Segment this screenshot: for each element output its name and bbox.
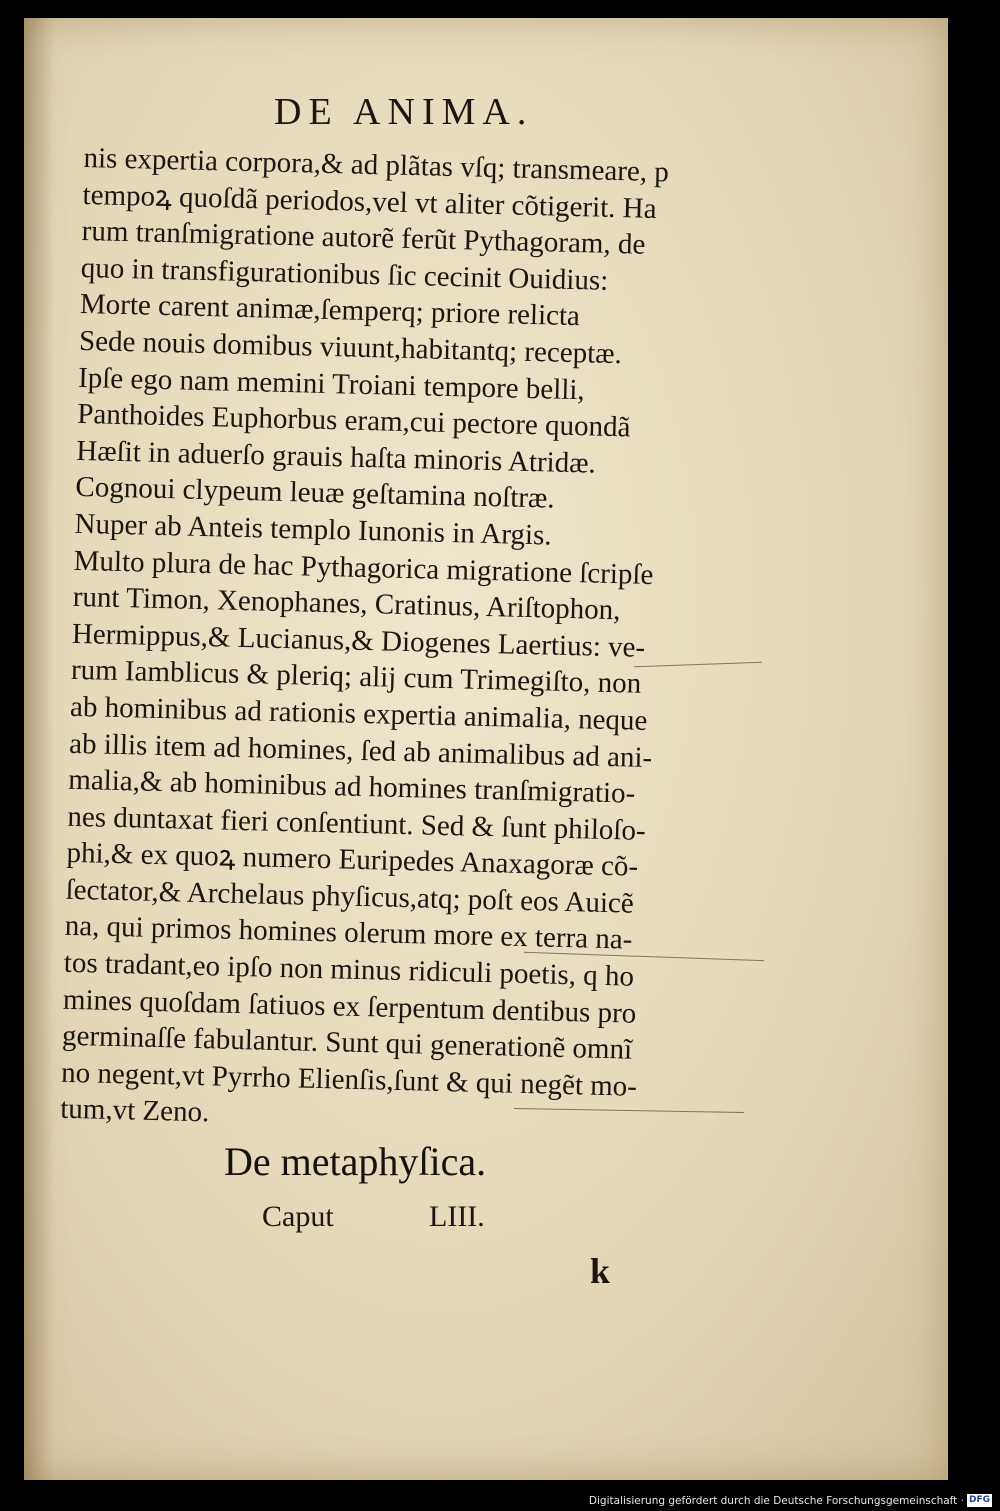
text-line: Ipſe ego nam memini Troiani tempore belli, (77, 361, 586, 406)
text-line: quo in transfigurationibus ſic cecinit Ouidius: (80, 251, 609, 297)
text-line: Hæſit in aduerſo grauis haſta minoris Atridæ. (76, 434, 597, 480)
text-line: tempoꝝ quoſdã periodos,vel vt aliter cõtigerit. Ha (82, 178, 657, 225)
body-text (60, 140, 814, 1146)
signature-mark: k (590, 1251, 611, 1291)
chapter-label: Caput (262, 1200, 334, 1233)
text-line: germinaſſe fabulantur. Sunt qui generationẽ omnĩ (61, 1019, 633, 1066)
text-line: Cognoui clypeum leuæ geſtamina noſtræ. (75, 471, 556, 515)
text-line: Morte carent animæ,ſemperq; priore relicta (79, 288, 581, 333)
text-line: tos tradant,eo ipſo non minus ridiculi poetis, q ho (63, 946, 635, 993)
text-line: no negent,vt Pyrrho Elienſis,ſunt & qui negẽt mo- (60, 1056, 638, 1103)
text-line: tum,vt Zeno. (59, 1093, 210, 1129)
funding-footer (589, 1494, 992, 1507)
text-line: Multo plura de hac Pythagorica migratione ſcripſe (73, 544, 654, 591)
book-page (24, 18, 948, 1480)
chapter-number: LIII. (429, 1200, 485, 1233)
chapter-heading: De metaphyſica. (224, 1139, 487, 1184)
text-line: mines quoſdam ſatiuos ex ſerpentum dentibus pro (62, 983, 637, 1030)
text-line: rum Iamblicus & pleriq; alij cum Trimegiſto, non (70, 654, 642, 701)
text-line: runt Timon, Xenophanes, Cratinus, Ariſtophon, (72, 580, 621, 627)
dfg-logo: DFG (968, 1495, 990, 1505)
text-line: malia,& ab hominibus ad homines tranſmigratio- (67, 763, 636, 810)
text-line: rum tranſmigratione autorẽ ferũt Pythagoram, de (81, 215, 646, 261)
text-line: nis expertia corpora,& ad plãtas vſq; transmeare, p (83, 141, 670, 189)
text-line: Nuper ab Anteis templo Iunonis in Argis. (74, 507, 553, 552)
running-head: DE ANIMA. (274, 91, 534, 133)
footer-text: Digitalisierung gefördert durch die Deutsche Forschungsgemeinschaft · (588, 1494, 964, 1507)
text-line: ab illis item ad homines, ſed ab animalibus ad ani- (68, 727, 653, 774)
text-line: Panthoides Euphorbus eram,cui pectore quondã (76, 398, 631, 444)
text-line: Hermippus,& Lucianus,& Diogenes Laertius: ve- (71, 617, 646, 664)
text-line: nes duntaxat fieri conſentiunt. Sed & ſunt philoſo- (67, 800, 646, 847)
text-line: ſectator,& Archelaus phyſicus,atq; poſt eos Auicẽ (65, 873, 635, 920)
text-line: Sede nouis domibus viuunt,habitantq; receptæ. (78, 324, 623, 371)
text-line: ab hominibus ad rationis expertia animalia, neque (69, 690, 648, 737)
text-line: phi,& ex quoꝝ numero Euripedes Anaxagoræ cõ- (66, 837, 639, 884)
text-line: na, qui primos homines olerum more ex terra na- (64, 910, 633, 957)
